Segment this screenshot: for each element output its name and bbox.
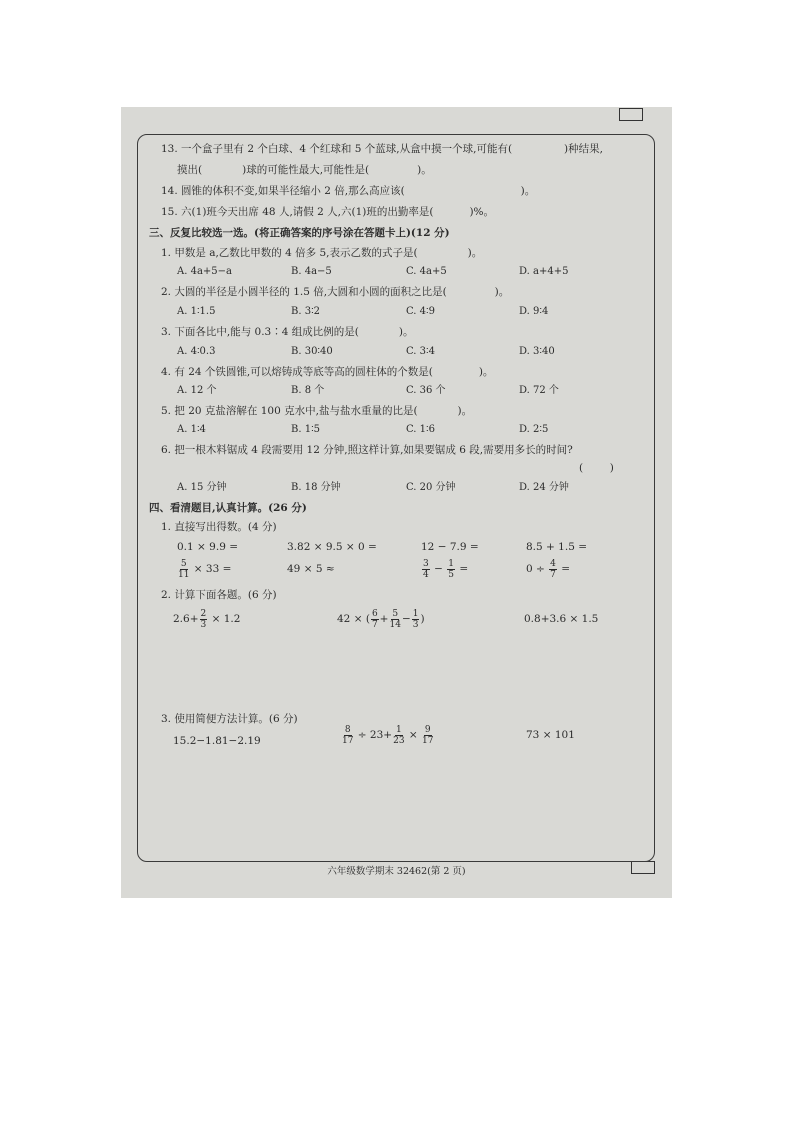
mc-5-option-c: C. 1∶6 (406, 424, 435, 435)
calc8-head: 0 ÷ (526, 563, 545, 575)
mc-1-option-c: C. 4a+5 (406, 266, 447, 277)
mc-6-answer-paren: ( ) (579, 462, 614, 474)
mc-2-text: 2. 大圆的半径是小圆半径的 1.5 倍,大圆和小圆的面积之比是( (161, 286, 447, 298)
mc-1-option-b: B. 4a−5 (291, 266, 332, 277)
q15-tail: )%。 (469, 206, 495, 218)
simplify-2 (341, 721, 435, 749)
subsection-1-heading: 1. 直接写出得数。(4 分) (161, 521, 277, 533)
mc-4-text: 4. 有 24 个铁圆锥,可以熔铸成等底等高的圆柱体的个数是( (161, 366, 433, 378)
mc-2-option-b: B. 3∶2 (291, 306, 321, 317)
mc-5-option-d: D. 2∶5 (519, 424, 549, 435)
mc-1-tail: )。 (467, 247, 483, 259)
fraction: $\frac{6}{7}$ (371, 608, 378, 630)
compute-1 (173, 605, 240, 633)
mc-2-option-a: A. 1∶1.5 (177, 306, 216, 317)
compute2-tail: ) (420, 613, 425, 625)
mc-6-stem: 6. 把一根木料锯成 4 段需要用 12 分钟,照这样计算,如果要锯成 6 段,需要用多长的时间? (161, 444, 573, 456)
fraction: $\frac{5}{11}$ (178, 558, 190, 580)
fraction: $\frac{2}{3}$ (200, 608, 207, 630)
simplify-1: 15.2−1.81−2.19 (173, 735, 261, 747)
section-4-heading: 四、看清题目,认真计算。(26 分) (149, 502, 307, 514)
fraction: $\frac{1}{5}$ (448, 558, 454, 580)
mc-5-text: 5. 把 20 克盐溶解在 100 克水中,盐与盐水重量的比是( (161, 405, 418, 417)
mc-3-option-a: A. 4∶0.3 (177, 346, 216, 357)
simplify2-mid: ÷ 23+ (357, 729, 393, 741)
mc-4-option-a: A. 12 个 (177, 385, 217, 396)
fraction: $\frac{3}{4}$ (423, 558, 429, 580)
mc-4-tail: )。 (478, 366, 494, 378)
q15-text: 15. 六(1)班今天出席 48 人,请假 2 人,六(1)班的出勤率是( (161, 206, 434, 218)
mc-4-stem (161, 365, 493, 379)
mc-3-tail: )。 (398, 326, 414, 338)
equals-sign: = (561, 563, 571, 575)
compute2-head: 42 × ( (337, 613, 370, 625)
mc-6-option-d: D. 24 分钟 (519, 482, 569, 493)
mc-4-option-d: D. 72 个 (519, 385, 559, 396)
fraction: $\frac{4}{7}$ (550, 558, 556, 580)
question-13-line1 (161, 142, 603, 156)
simplify-3: 73 × 101 (526, 729, 575, 741)
mc-3-option-b: B. 30∶40 (291, 346, 333, 357)
mc-5-tail: )。 (457, 405, 473, 417)
q13b-mid: )球的可能性最大,可能性是( (242, 164, 370, 176)
direct-calc-6: 49 × 5 ≈ (287, 563, 335, 575)
question-14 (161, 184, 535, 198)
subsection-3-heading: 3. 使用简便方法计算。(6 分) (161, 713, 298, 725)
mc-2-option-c: C. 4∶9 (406, 306, 435, 317)
minus-sign: − (434, 563, 443, 575)
compute1-head: 2.6+ (173, 613, 199, 625)
exam-sheet (121, 107, 672, 898)
equals-sign: = (459, 563, 469, 575)
q13b-end: )。 (417, 164, 432, 176)
fraction: $\frac{8}{17}$ (342, 724, 354, 746)
mc-5-option-b: B. 1∶5 (291, 424, 321, 435)
mc-3-stem (161, 325, 413, 339)
q13-text: 13. 一个盒子里有 2 个白球、4 个红球和 5 个蓝球,从盒中摸一个球,可能有( (161, 143, 513, 155)
subsection-2-heading: 2. 计算下面各题。(6 分) (161, 589, 277, 601)
fraction: $\frac{9}{17}$ (422, 724, 434, 746)
direct-calc-4: 8.5 + 1.5 = (526, 541, 588, 553)
mc-1-stem (161, 246, 482, 260)
mc-5-stem (161, 404, 472, 418)
mc-6-option-b: B. 18 分钟 (291, 482, 341, 493)
page-footer: 六年级数学期末 32462(第 2 页) (327, 866, 466, 877)
compute1-tail: × 1.2 (211, 613, 241, 625)
direct-calc-7 (421, 555, 468, 583)
compute-3: 0.8+3.6 × 1.5 (524, 613, 599, 625)
direct-calc-3: 12 − 7.9 = (421, 541, 479, 553)
mc-5-option-a: A. 1∶4 (177, 424, 206, 435)
mc-3-option-c: C. 3∶4 (406, 346, 435, 357)
q14-text: 14. 圆锥的体积不变,如果半径缩小 2 倍,那么高应该( (161, 185, 405, 197)
mc-6-option-c: C. 20 分钟 (406, 482, 456, 493)
section-3-heading: 三、反复比较选一选。(将正确答案的序号涂在答题卡上)(12 分) (149, 227, 450, 239)
fraction: $\frac{1}{23}$ (393, 724, 405, 746)
fraction: $\frac{1}{3}$ (412, 608, 419, 630)
q13b-text: 摸出( (177, 164, 203, 176)
mc-2-stem (161, 285, 509, 299)
mc-4-option-c: C. 36 个 (406, 385, 446, 396)
mc-6-option-a: A. 15 分钟 (177, 482, 227, 493)
times-sign: × (408, 729, 418, 741)
mc-1-text: 1. 甲数是 a,乙数比甲数的 4 倍多 5,表示乙数的式子是( (161, 247, 418, 259)
plus-sign: + (379, 613, 389, 625)
question-15 (161, 205, 494, 219)
mc-2-option-d: D. 9∶4 (519, 306, 549, 317)
fraction: $\frac{5}{14}$ (389, 608, 401, 630)
content-frame (137, 134, 655, 862)
mc-3-text: 3. 下面各比中,能与 0.3∶4 组成比例的是( (161, 326, 359, 338)
q14-tail: )。 (520, 185, 536, 197)
mc-2-tail: )。 (494, 286, 510, 298)
direct-calc-5 (177, 555, 231, 583)
calc5-tail: × 33 = (193, 563, 232, 575)
mc-1-option-a: A. 4a+5−a (177, 266, 232, 277)
mc-1-option-d: D. a+4+5 (519, 266, 569, 277)
direct-calc-8 (526, 555, 570, 583)
corner-box-top (619, 108, 643, 121)
q13-tail: )种结果, (564, 143, 603, 155)
minus-sign: − (401, 613, 411, 625)
direct-calc-1: 0.1 × 9.9 = (177, 541, 239, 553)
question-13-line2 (177, 163, 432, 177)
direct-calc-2: 3.82 × 9.5 × 0 = (287, 541, 377, 553)
compute-2 (337, 605, 425, 633)
mc-3-option-d: D. 3∶40 (519, 346, 555, 357)
mc-4-option-b: B. 8 个 (291, 385, 325, 396)
